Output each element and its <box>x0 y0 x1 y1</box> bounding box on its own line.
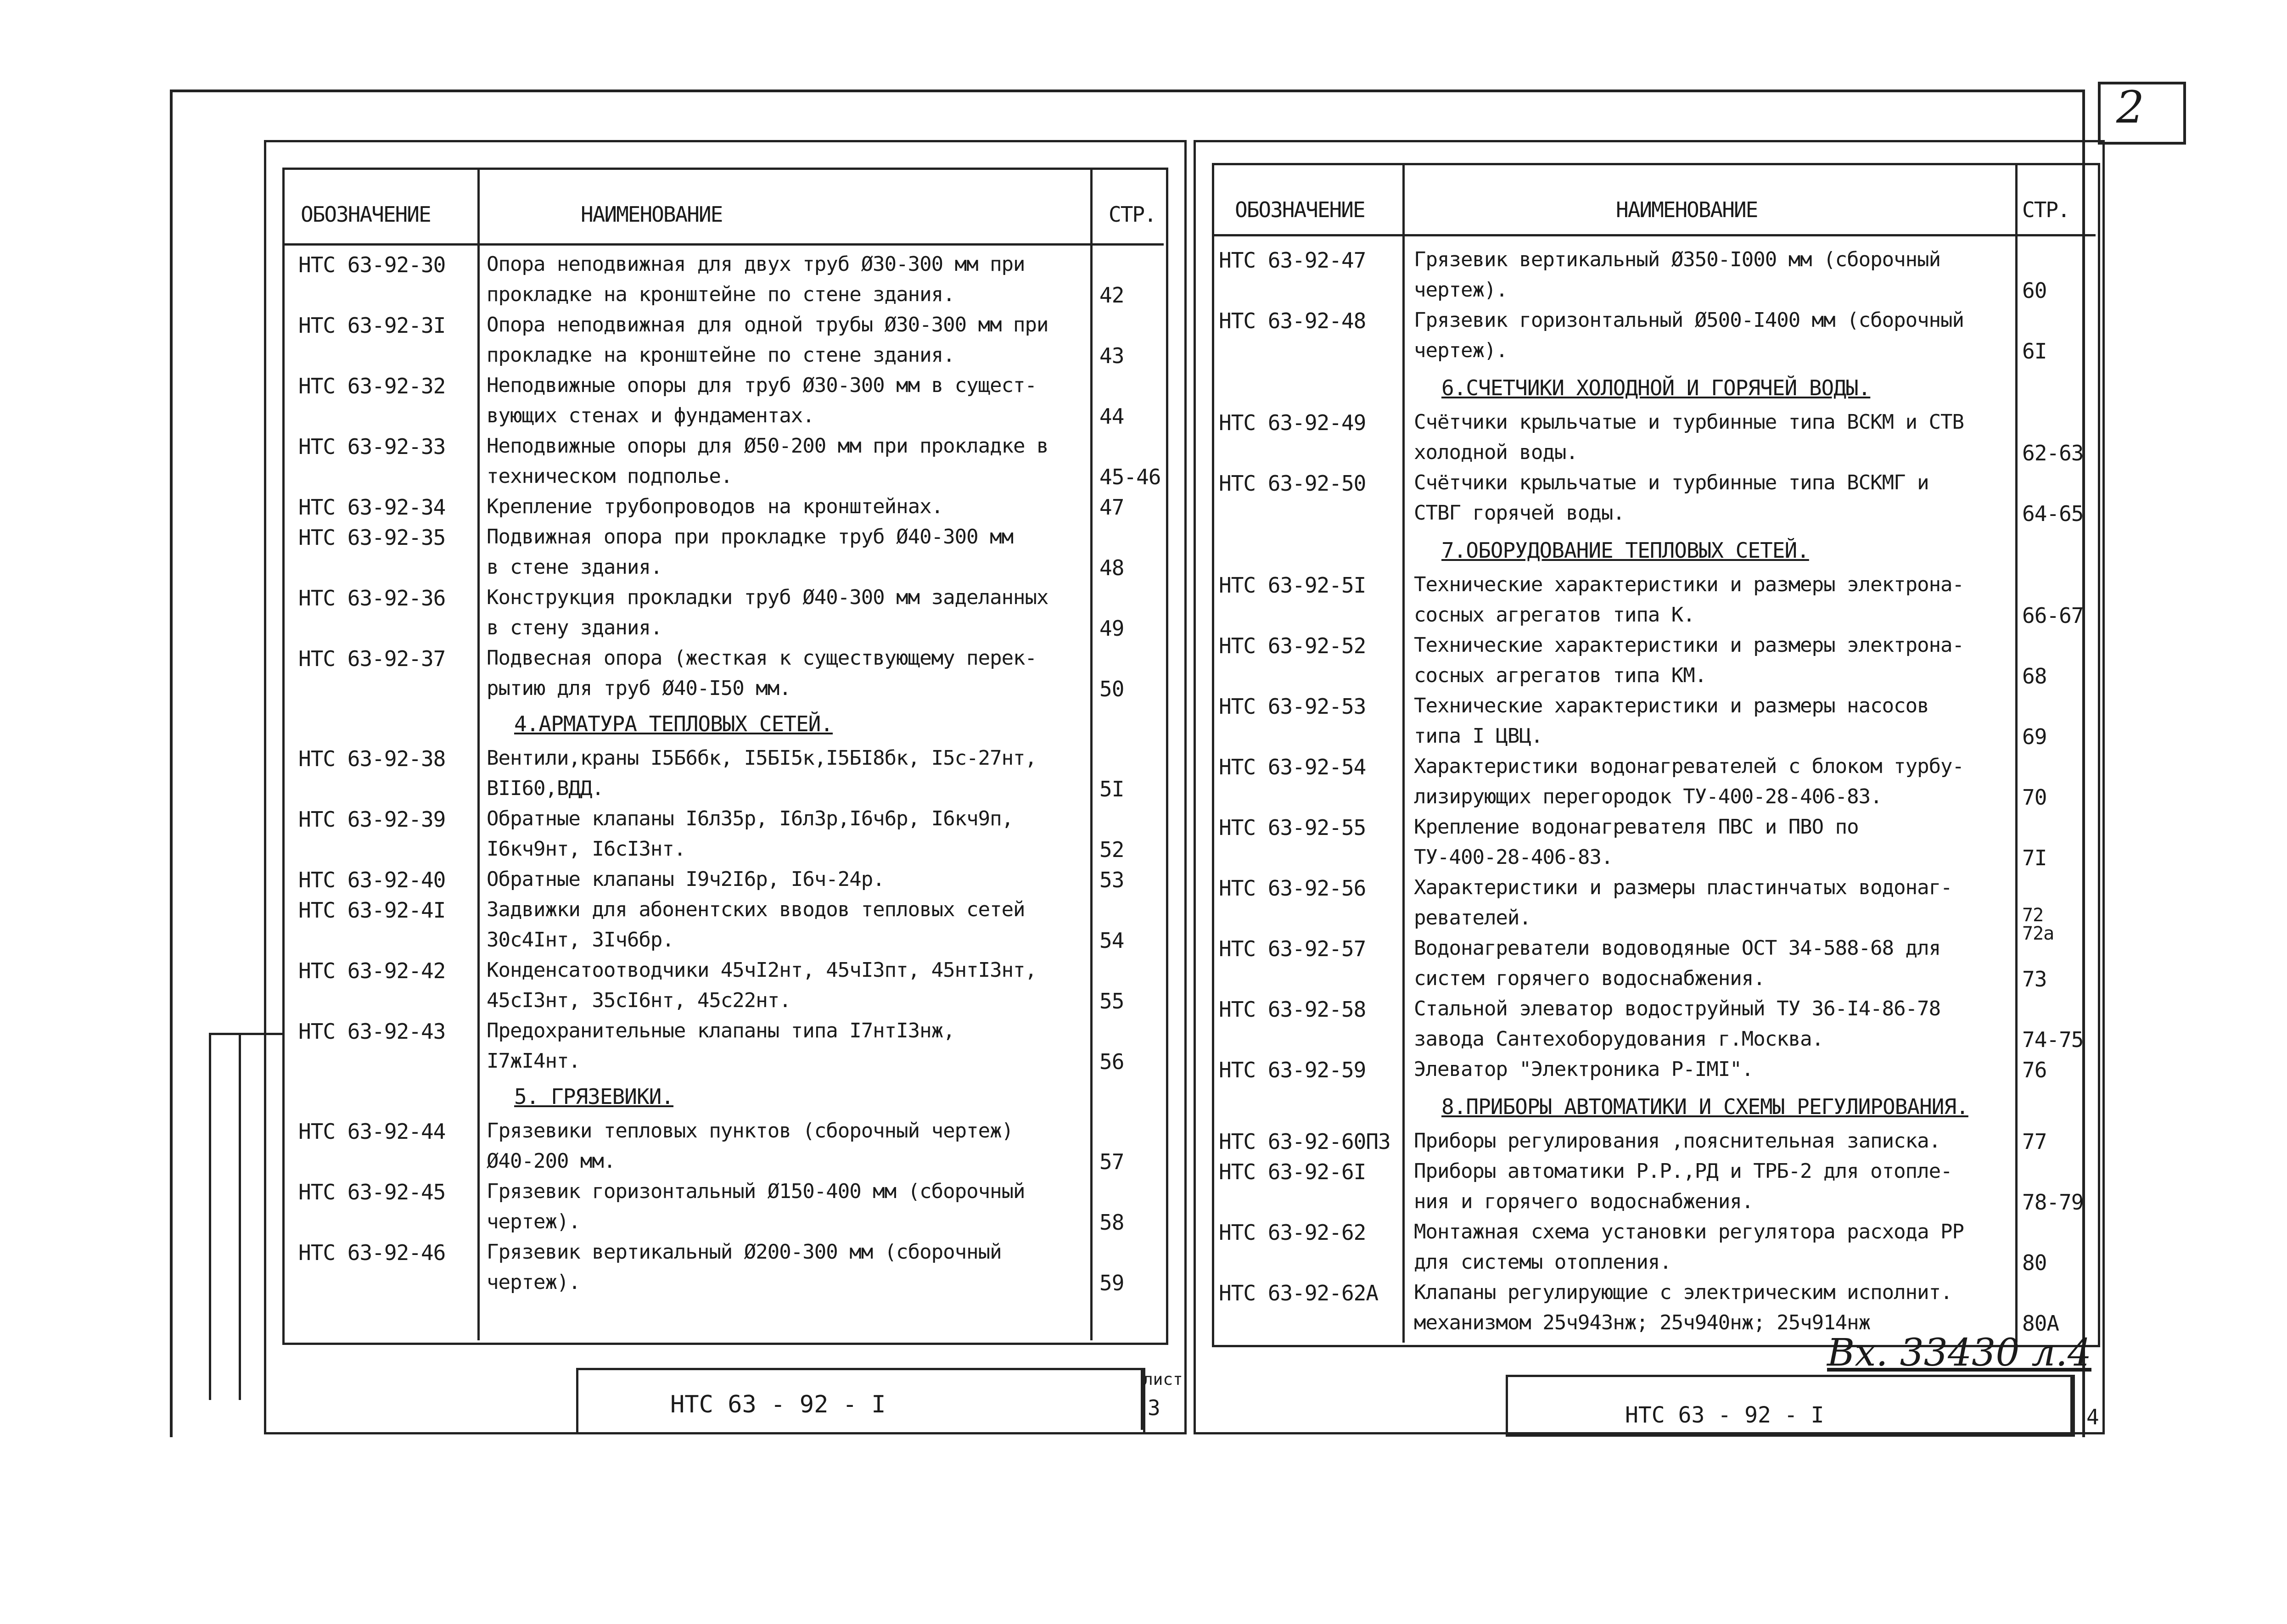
row-page: 64-65 <box>2022 501 2084 526</box>
row-name-line: СТВГ горячей воды. <box>1414 501 1625 525</box>
row-name-line: завода Сантехоборудования г.Москва. <box>1414 1027 1824 1051</box>
row-name-line: чертеж). <box>1414 278 1508 302</box>
right-stamp-divider <box>2070 1375 2073 1432</box>
left-header-name: НАИМЕНОВАНИЕ <box>581 202 723 227</box>
left-stamp-sheet-label: лист <box>1143 1370 1183 1389</box>
row-name-line: Опора неподвижная для двух труб Ø30-300 мм при <box>487 252 1025 276</box>
left-header-code: ОБОЗНАЧЕНИЕ <box>301 202 431 227</box>
row-name-line: типа I ЦВЦ. <box>1414 724 1543 748</box>
row-name-line: механизмом 25ч943нж; 25ч940нж; 25ч914нж <box>1414 1311 1871 1334</box>
row-page: 44 <box>1099 404 1124 429</box>
row-page: 73 <box>2022 967 2047 991</box>
row-page: 78-79 <box>2022 1190 2084 1215</box>
row-name-line: Обратные клапаны I9ч2I6р, I6ч-24р. <box>487 868 885 891</box>
section-heading: 4.АРМАТУРА ТЕПЛОВЫХ СЕТЕЙ. <box>514 711 833 736</box>
row-code: НТС 63-92-53 <box>1219 694 1366 719</box>
row-page: 70 <box>2022 785 2047 810</box>
row-name-line: сосных агрегатов типа К. <box>1414 603 1695 627</box>
row-name-line: Приборы регулирования ,пояснительная записка. <box>1414 1129 1941 1153</box>
row-page: 5I <box>1099 777 1124 801</box>
inventory-mark: Вх. 33430 л.4 <box>1827 1331 2092 1375</box>
row-name-line: Счётчики крыльчатые и турбинные типа ВСКМГ и <box>1414 471 1929 494</box>
row-page: 43 <box>1099 343 1124 368</box>
row-name-line: рытию для труб Ø40-I50 мм. <box>487 677 791 700</box>
row-page: 57 <box>1099 1149 1124 1174</box>
row-name-line: прокладке на кронштейне по стене здания. <box>487 343 955 367</box>
right-header-divider <box>1212 234 2096 236</box>
row-code: НТС 63-92-54 <box>1219 755 1366 779</box>
row-name-line: Грязевик вертикальный Ø350-I000 мм (сборочный <box>1414 248 1941 271</box>
row-code: НТС 63-92-49 <box>1219 410 1366 435</box>
section-heading: 7.ОБОРУДОВАНИЕ ТЕПЛОВЫХ СЕТЕЙ. <box>1441 538 1809 563</box>
row-name-line: 45сIЗнт, 35сI6нт, 45с22нт. <box>487 989 791 1012</box>
row-page: 80А <box>2022 1311 2059 1336</box>
row-page: 6I <box>2022 339 2047 364</box>
row-code: НТС 63-92-37 <box>298 646 446 671</box>
corner-number: 2 <box>2116 82 2145 133</box>
row-code: НТС 63-92-62 <box>1219 1220 1366 1245</box>
row-page: 60 <box>2022 278 2047 303</box>
row-name-line: Клапаны регулирующие с электрическим исполнит. <box>1414 1281 1952 1304</box>
row-code: НТС 63-92-38 <box>298 746 446 771</box>
row-name-line: Ø40-200 мм. <box>487 1149 616 1173</box>
row-name-line: Грязевик вертикальный Ø200-300 мм (сборочный <box>487 1240 1002 1264</box>
row-name-line: лизирующих перегородок ТУ-400-28-406-83. <box>1414 785 1882 808</box>
row-name-line: Конденсатоотводчики 45чI2нт, 45чIЗпт, 45нтIЗнт, <box>487 958 1037 982</box>
left-header-divider <box>282 243 1164 246</box>
binding-mark <box>239 1033 241 1400</box>
row-code: НТС 63-92-60ПЗ <box>1219 1129 1390 1154</box>
row-name-line: Грязевик горизонтальный Ø150-400 мм (сборочный <box>487 1180 1025 1203</box>
row-code: НТС 63-92-62А <box>1219 1281 1379 1305</box>
row-name-line: чертеж). <box>487 1210 580 1233</box>
row-name-line: ния и горячего водоснабжения. <box>1414 1190 1754 1213</box>
row-code: НТС 63-92-59 <box>1219 1058 1366 1082</box>
row-code: НТС 63-92-47 <box>1219 248 1366 273</box>
row-name-line: прокладке на кронштейне по стене здания. <box>487 283 955 306</box>
row-name-line: Приборы автоматики Р.Р.,РД и ТРБ-2 для отопле- <box>1414 1159 1952 1183</box>
row-name-line: Конструкция прокладки труб Ø40-300 мм заделанных <box>487 586 1048 609</box>
row-page: 53 <box>1099 868 1124 892</box>
row-name-line: Неподвижные опоры для Ø50-200 мм при прокладке в <box>487 434 1048 458</box>
row-code: НТС 63-92-46 <box>298 1240 446 1265</box>
row-code: НТС 63-92-35 <box>298 525 446 550</box>
row-code: НТС 63-92-4I <box>298 898 446 923</box>
right-col-divider <box>1402 163 1405 1343</box>
row-name-line: ТУ-400-28-406-83. <box>1414 846 1613 869</box>
row-name-line: ревателей. <box>1414 906 1531 930</box>
row-code: НТС 63-92-45 <box>298 1180 446 1204</box>
row-page: 55 <box>1099 989 1124 1014</box>
row-name-line: в стену здания. <box>487 616 662 639</box>
row-page: 77 <box>2022 1129 2047 1154</box>
row-name-line: Элеватор "Электроника Р-IМI". <box>1414 1058 1754 1081</box>
row-name-line: Характеристики и размеры пластинчатых водонаг- <box>1414 876 1952 899</box>
row-code: НТС 63-92-36 <box>298 586 446 610</box>
row-name-line: в стене здания. <box>487 555 662 579</box>
right-stamp-sheet-no: 4 <box>2086 1405 2099 1429</box>
row-name-line: Подвесная опора (жесткая к существующему перек- <box>487 646 1037 670</box>
row-name-line: чертеж). <box>1414 339 1508 362</box>
row-name-line: систем горячего водоснабжения. <box>1414 967 1765 990</box>
row-page: 56 <box>1099 1049 1124 1074</box>
row-code: НТС 63-92-56 <box>1219 876 1366 901</box>
row-code: НТС 63-92-52 <box>1219 633 1366 658</box>
row-page: 54 <box>1099 928 1124 953</box>
row-name-line: Неподвижные опоры для труб Ø30-300 мм в сущест- <box>487 374 1037 397</box>
row-page: 69 <box>2022 724 2047 749</box>
row-name-line: ВII60,ВДД. <box>487 777 604 800</box>
row-name-line: для системы отопления. <box>1414 1250 1671 1274</box>
right-header-page: СТР. <box>2022 197 2069 222</box>
row-name-line: Технические характеристики и размеры электрона- <box>1414 633 1964 657</box>
row-name-line: Вентили,краны I5Б6бк, I5БI5к,I5БI8бк, I5с-27нт, <box>487 746 1037 770</box>
row-name-line: Монтажная схема установки регулятора расхода РР <box>1414 1220 1964 1243</box>
right-stamp-code: НТС 63 - 92 - I <box>1625 1402 1824 1428</box>
row-page: 50 <box>1099 677 1124 701</box>
row-page: 48 <box>1099 555 1124 580</box>
row-name-line: Задвижки для абонентских вводов тепловых сетей <box>487 898 1025 921</box>
row-name-line: Грязевики тепловых пунктов (сборочный чертеж) <box>487 1119 1014 1142</box>
row-name-line: холодной воды. <box>1414 441 1578 464</box>
row-name-line: Подвижная опора при прокладке труб Ø40-300 мм <box>487 525 1014 549</box>
row-code: НТС 63-92-32 <box>298 374 446 398</box>
right-header-code: ОБОЗНАЧЕНИЕ <box>1235 197 1365 222</box>
section-heading: 5. ГРЯЗЕВИКИ. <box>514 1084 674 1109</box>
row-page: 76 <box>2022 1058 2047 1082</box>
row-name-line: Характеристики водонагревателей с блоком турбу- <box>1414 755 1964 778</box>
row-code: НТС 63-92-57 <box>1219 936 1366 961</box>
row-code: НТС 63-92-34 <box>298 495 446 520</box>
row-page: 80 <box>2022 1250 2047 1275</box>
row-name-line: вующих стенах и фундаментах. <box>487 404 814 427</box>
row-name-line: Предохранительные клапаны типа I7нтIЗнж, <box>487 1019 955 1042</box>
row-name-line: Стальной элеватор водоструйный ТУ 36-I4-86-78 <box>1414 997 1941 1020</box>
row-page: 45-46 <box>1099 465 1161 489</box>
row-code: НТС 63-92-42 <box>298 958 446 983</box>
row-code: НТС 63-92-50 <box>1219 471 1366 496</box>
section-heading: 8.ПРИБОРЫ АВТОМАТИКИ И СХЕМЫ РЕГУЛИРОВАНИЯ. <box>1441 1094 1968 1119</box>
section-heading: 6.СЧЕТЧИКИ ХОЛОДНОЙ И ГОРЯЧЕЙ ВОДЫ. <box>1441 375 1871 400</box>
right-col-divider <box>2015 163 2018 1343</box>
row-page: 66-67 <box>2022 603 2084 628</box>
row-code: НТС 63-92-33 <box>298 434 446 459</box>
row-page: 59 <box>1099 1271 1124 1295</box>
row-page: 68 <box>2022 664 2047 689</box>
row-code: НТС 63-92-6I <box>1219 1159 1366 1184</box>
row-name-line: Обратные клапаны I6лЗ5р, I6лЗр,I6ч6р, I6кч9п, <box>487 807 1014 830</box>
row-page: 72 72а <box>2022 905 2054 944</box>
row-code: НТС 63-92-55 <box>1219 815 1366 840</box>
row-page: 47 <box>1099 495 1124 520</box>
row-name-line: I6кч9нт, I6сIЗнт. <box>487 837 686 861</box>
row-page: 74-75 <box>2022 1027 2084 1052</box>
row-page: 42 <box>1099 283 1124 308</box>
left-header-page: СТР. <box>1109 202 1156 227</box>
left-col-divider <box>477 168 480 1340</box>
row-code: НТС 63-92-58 <box>1219 997 1366 1022</box>
row-name-line: чертеж). <box>487 1271 580 1294</box>
row-code: НТС 63-92-43 <box>298 1019 446 1044</box>
row-code: НТС 63-92-5I <box>1219 573 1366 598</box>
right-header-name: НАИМЕНОВАНИЕ <box>1616 197 1758 222</box>
left-stamp-code: НТС 63 - 92 - I <box>670 1391 886 1418</box>
row-name-line: техническом подполье. <box>487 465 733 488</box>
row-name-line: Водонагреватели водоводяные ОСТ 34-588-68 для <box>1414 936 1941 960</box>
row-name-line: Опора неподвижная для одной трубы Ø30-300 мм при <box>487 313 1048 336</box>
row-name-line: Технические характеристики и размеры насосов <box>1414 694 1929 717</box>
binding-mark <box>209 1033 211 1400</box>
row-name-line: Крепление водонагревателя ПВС и ПВО по <box>1414 815 1859 839</box>
row-page: 52 <box>1099 837 1124 862</box>
row-code: НТС 63-92-3I <box>298 313 446 338</box>
row-name-line: Крепление трубопроводов на кронштейнах. <box>487 495 943 518</box>
row-name-line: Технические характеристики и размеры электрона- <box>1414 573 1964 596</box>
row-page: 58 <box>1099 1210 1124 1235</box>
left-col-divider <box>1090 168 1093 1340</box>
row-name-line: I7жI4нт. <box>487 1049 580 1073</box>
row-name-line: 30с4Iнт, 3Iч6бр. <box>487 928 674 952</box>
row-code: НТС 63-92-48 <box>1219 308 1366 333</box>
row-name-line: Счётчики крыльчатые и турбинные типа ВСКМ и СТВ <box>1414 410 1964 434</box>
row-name-line: Грязевик горизонтальный Ø500-I400 мм (сборочный <box>1414 308 1964 332</box>
row-page: 7I <box>2022 846 2047 870</box>
row-page: 49 <box>1099 616 1124 641</box>
row-code: НТС 63-92-40 <box>298 868 446 892</box>
row-page: 62-63 <box>2022 441 2084 465</box>
row-code: НТС 63-92-30 <box>298 252 446 277</box>
row-code: НТС 63-92-44 <box>298 1119 446 1144</box>
row-code: НТС 63-92-39 <box>298 807 446 832</box>
left-stamp-sheet-no: 3 <box>1148 1395 1160 1420</box>
row-name-line: сосных агрегатов типа КМ. <box>1414 664 1707 687</box>
